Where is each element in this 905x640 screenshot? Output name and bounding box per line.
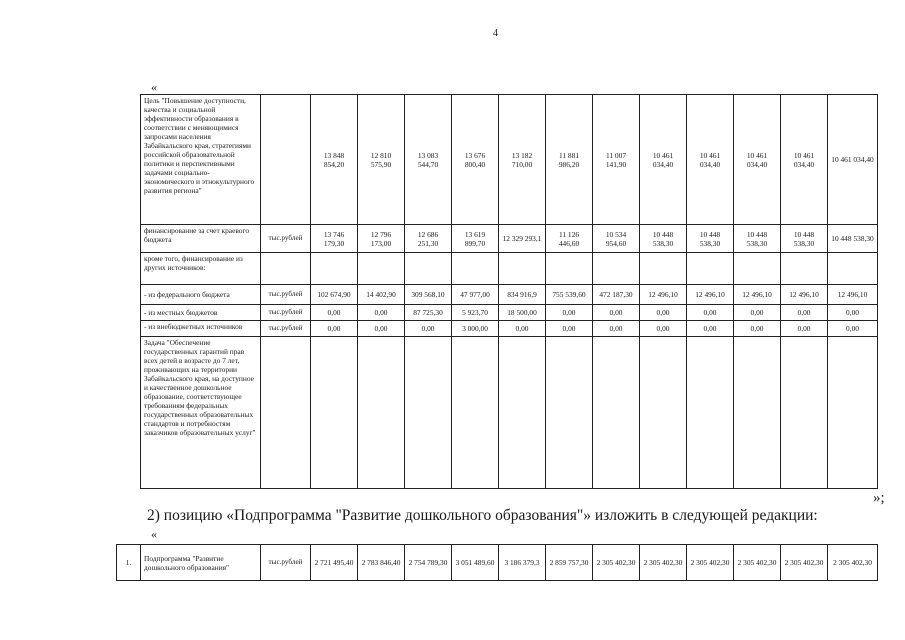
value-cell — [687, 253, 734, 285]
value-cell — [734, 337, 781, 489]
subprogram-table — [116, 544, 878, 581]
value-cell: 0,00 — [781, 321, 828, 337]
row-number: 1. — [117, 545, 141, 581]
value-cell: 0,00 — [358, 321, 405, 337]
value-cell: 10 448 538,30 — [828, 225, 878, 253]
table-row — [141, 337, 878, 489]
value-cell: 2 859 757,30 — [546, 545, 593, 581]
value-cell: 10 461 034,40 — [734, 95, 781, 225]
goal-funding-table — [140, 94, 878, 489]
value-cell: 2 721 495,40 — [311, 545, 358, 581]
value-cell: 0,00 — [687, 305, 734, 321]
value-cell: 0,00 — [358, 305, 405, 321]
value-cell — [405, 337, 452, 489]
value-cell: 2 305 402,30 — [734, 545, 781, 581]
value-cell: 0,00 — [640, 305, 687, 321]
value-cell — [546, 337, 593, 489]
value-cell: 13 848 854,20 — [311, 95, 358, 225]
value-cell: 14 402,90 — [358, 285, 405, 305]
table-row — [141, 253, 878, 285]
value-cell: 0,00 — [828, 321, 878, 337]
value-cell: 10 461 034,40 — [781, 95, 828, 225]
value-cell: 11 126 446,60 — [546, 225, 593, 253]
value-cell: 11 881 986,20 — [546, 95, 593, 225]
value-cell — [358, 253, 405, 285]
value-cell — [311, 253, 358, 285]
value-cell: 0,00 — [311, 305, 358, 321]
unit-cell — [261, 95, 311, 225]
value-cell: 2 783 846,40 — [358, 545, 405, 581]
value-cell: 2 305 402,30 — [640, 545, 687, 581]
table-row — [141, 305, 878, 321]
value-cell: 10 461 034,40 — [687, 95, 734, 225]
value-cell: 10 448 538,30 — [734, 225, 781, 253]
value-cell: 12 496,10 — [687, 285, 734, 305]
value-cell: 102 674,90 — [311, 285, 358, 305]
value-cell: 12 496,10 — [734, 285, 781, 305]
value-cell: 12 496,10 — [640, 285, 687, 305]
value-cell: 13 619 899,70 — [452, 225, 499, 253]
instruction-paragraph: 2) позицию «Подпрограмма "Развитие дошкольного образования"» изложить в следующей редакции: — [147, 507, 818, 524]
value-cell: 3 051 489,60 — [452, 545, 499, 581]
value-cell: 834 916,9 — [499, 285, 546, 305]
table-row — [141, 321, 878, 337]
unit-cell — [261, 337, 311, 489]
value-cell: 0,00 — [828, 305, 878, 321]
value-cell: 11 007 141,90 — [593, 95, 640, 225]
value-cell: 0,00 — [405, 321, 452, 337]
value-cell: 472 187,30 — [593, 285, 640, 305]
value-cell — [358, 337, 405, 489]
value-cell: 10 448 538,30 — [781, 225, 828, 253]
value-cell: 18 500,00 — [499, 305, 546, 321]
row-label: кроме того, финансирование из других источников: — [141, 253, 261, 285]
value-cell — [828, 337, 878, 489]
value-cell — [499, 253, 546, 285]
value-cell: 12 686 251,30 — [405, 225, 452, 253]
value-cell — [640, 253, 687, 285]
table-row — [141, 225, 878, 253]
page-number: 4 — [493, 28, 498, 39]
value-cell: 10 461 034,40 — [828, 95, 878, 225]
value-cell: 3 186 379,3 — [499, 545, 546, 581]
value-cell — [640, 337, 687, 489]
value-cell: 0,00 — [593, 305, 640, 321]
unit-cell: тыс.рублей — [261, 225, 311, 253]
value-cell — [781, 253, 828, 285]
table-row — [141, 95, 878, 225]
value-cell: 0,00 — [593, 321, 640, 337]
value-cell — [405, 253, 452, 285]
value-cell — [593, 337, 640, 489]
value-cell: 0,00 — [781, 305, 828, 321]
value-cell: 2 305 402,30 — [593, 545, 640, 581]
table-row — [117, 545, 878, 581]
value-cell: 10 448 538,30 — [687, 225, 734, 253]
value-cell — [499, 337, 546, 489]
open-quote-2: « — [151, 527, 157, 541]
value-cell: 755 539,60 — [546, 285, 593, 305]
table-row — [141, 285, 878, 305]
value-cell: 2 305 402,30 — [828, 545, 878, 581]
value-cell: 12 810 575,90 — [358, 95, 405, 225]
row-label: Цель "Повышение доступности, качества и социальной эффективности образования в соответствии с меняющимися запросами населения Забайкальского края, стратегиями российской образовательной политики и перспективными задачами социально-экономического и этнокультурного развития региона" — [141, 95, 261, 225]
value-cell: 10 461 034,40 — [640, 95, 687, 225]
unit-cell: тыс.рублей — [261, 305, 311, 321]
value-cell — [781, 337, 828, 489]
value-cell — [311, 337, 358, 489]
value-cell: 2 754 789,30 — [405, 545, 452, 581]
value-cell: 2 305 402,30 — [687, 545, 734, 581]
value-cell: 0,00 — [734, 321, 781, 337]
unit-cell: тыс.рублей — [261, 321, 311, 337]
value-cell: 0,00 — [734, 305, 781, 321]
value-cell: 12 329 293,1 — [499, 225, 546, 253]
value-cell: 10 534 954,60 — [593, 225, 640, 253]
value-cell — [593, 253, 640, 285]
value-cell: 0,00 — [546, 305, 593, 321]
value-cell: 87 725,30 — [405, 305, 452, 321]
value-cell — [687, 337, 734, 489]
value-cell: 309 568,10 — [405, 285, 452, 305]
value-cell: 0,00 — [640, 321, 687, 337]
value-cell: 0,00 — [311, 321, 358, 337]
unit-cell — [261, 253, 311, 285]
value-cell — [452, 337, 499, 489]
row-label: Подпрограмма "Развитие дошкольного образования" — [141, 545, 261, 581]
value-cell: 13 182 710,00 — [499, 95, 546, 225]
unit-cell: тыс.рублей — [261, 285, 311, 305]
value-cell: 13 676 800,40 — [452, 95, 499, 225]
value-cell: 10 448 538,30 — [640, 225, 687, 253]
value-cell: 13 083 544,70 — [405, 95, 452, 225]
value-cell: 0,00 — [687, 321, 734, 337]
close-quote: »; — [873, 490, 885, 506]
value-cell — [452, 253, 499, 285]
value-cell: 3 000,00 — [452, 321, 499, 337]
row-label: финансирование за счет краевого бюджета — [141, 225, 261, 253]
value-cell: 47 977,00 — [452, 285, 499, 305]
value-cell: 5 923,70 — [452, 305, 499, 321]
value-cell: 12 796 173,00 — [358, 225, 405, 253]
value-cell: 2 305 402,30 — [781, 545, 828, 581]
row-label: - из внебюджетных источников — [141, 321, 261, 337]
value-cell: 13 746 179,30 — [311, 225, 358, 253]
row-label: - из федерального бюджета — [141, 285, 261, 305]
value-cell: 12 496,10 — [781, 285, 828, 305]
row-label: - из местных бюджетов — [141, 305, 261, 321]
value-cell — [828, 253, 878, 285]
value-cell — [734, 253, 781, 285]
value-cell: 0,00 — [499, 321, 546, 337]
unit-cell: тыс.рублей — [261, 545, 311, 581]
value-cell: 12 496,10 — [828, 285, 878, 305]
open-quote: « — [151, 80, 157, 94]
row-label: Задача "Обеспечение государственных гарантий прав всех детей в возрасте до 7 лет, проживающих на территории Забайкальского края, на доступное и качественное дошкольное образование, соответствующее требованиям федеральных государственных образовательных стандартов и потребностям заказчиков образовательных услуг" — [141, 337, 261, 489]
value-cell: 0,00 — [546, 321, 593, 337]
value-cell — [546, 253, 593, 285]
